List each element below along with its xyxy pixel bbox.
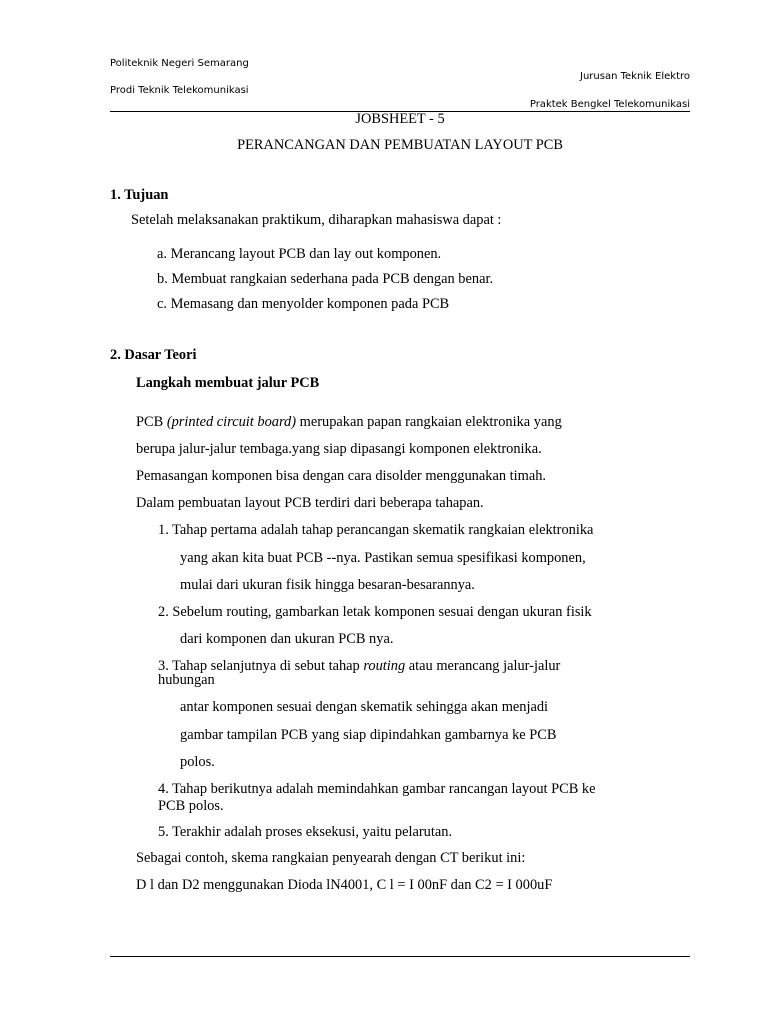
document-title: PERANCANGAN DAN PEMBUATAN LAYOUT PCB	[237, 137, 563, 153]
tujuan-intro: Setelah melaksanakan praktikum, diharapkan mahasiswa dapat :	[131, 212, 502, 228]
example-sentence: Sebagai contoh, skema rangkaian penyearah dengan CT berikut ini:	[136, 850, 526, 866]
tujuan-item: a. Merancang layout PCB dan lay out komponen.	[157, 246, 442, 262]
intro-paragraph-line: Dalam pembuatan layout PCB terdiri dari beberapa tahapan.	[136, 495, 484, 511]
step-4-line: 4. Tahap berikutnya adalah memindahkan gambar rancangan layout PCB ke	[158, 781, 596, 797]
step-1-line: yang akan kita buat PCB --nya. Pastikan semua spesifikasi komponen,	[180, 550, 586, 566]
section-tujuan-heading: 1. Tujuan	[110, 187, 169, 203]
step-1-line: mulai dari ukuran fisik hingga besaran-besarannya.	[180, 577, 475, 593]
step-4-line: PCB polos.	[158, 798, 224, 814]
intro-paragraph-line: berupa jalur-jalur tembaga.yang siap dipasangi komponen elektronika.	[136, 441, 542, 457]
step-3-line: 3. Tahap selanjutnya di sebut tahap routing atau merancang jalur-jalur	[158, 658, 561, 674]
step-1-line: 1. Tahap pertama adalah tahap perancangan skematik rangkaian elektronika	[158, 522, 594, 538]
step-3-line: polos.	[180, 754, 215, 770]
section-dasar-teori-heading: 2. Dasar Teori	[110, 347, 197, 363]
step-5-line: 5. Terakhir adalah proses eksekusi, yaitu pelarutan.	[158, 824, 453, 840]
step-2-line: 2. Sebelum routing, gambarkan letak komponen sesuai dengan ukuran fisik	[158, 604, 592, 620]
tujuan-item: c. Memasang dan menyolder komponen pada PCB	[157, 296, 450, 312]
header-institution: Politeknik Negeri Semarang	[110, 58, 249, 69]
step-3-line: gambar tampilan PCB yang siap dipindahkan gambarnya ke PCB	[180, 727, 557, 743]
component-values: D l dan D2 menggunakan Dioda lN4001, C l = I 00nF dan C2 = I 000uF	[136, 877, 553, 893]
footer-rule	[110, 956, 690, 957]
tujuan-item: b. Membuat rangkaian sederhana pada PCB dengan benar.	[157, 271, 494, 287]
subsection-heading: Langkah membuat jalur PCB	[136, 375, 320, 391]
step-3-wrap: hubungan	[158, 672, 215, 688]
header-program: Prodi Teknik Telekomunikasi	[110, 85, 249, 96]
intro-paragraph-line: Pemasangan komponen bisa dengan cara disolder menggunakan timah.	[136, 468, 547, 484]
jobsheet-number: JOBSHEET - 5	[355, 111, 445, 127]
header-course: Praktek Bengkel Telekomunikasi	[529, 99, 690, 110]
step-3-line: antar komponen sesuai dengan skematik sehingga akan menjadi	[180, 699, 549, 715]
step-2-line: dari komponen dan ukuran PCB nya.	[180, 631, 394, 647]
intro-paragraph-line: PCB (printed circuit board) merupakan papan rangkaian elektronika yang	[136, 414, 562, 430]
header-department: Jurusan Teknik Elektro	[580, 71, 690, 82]
